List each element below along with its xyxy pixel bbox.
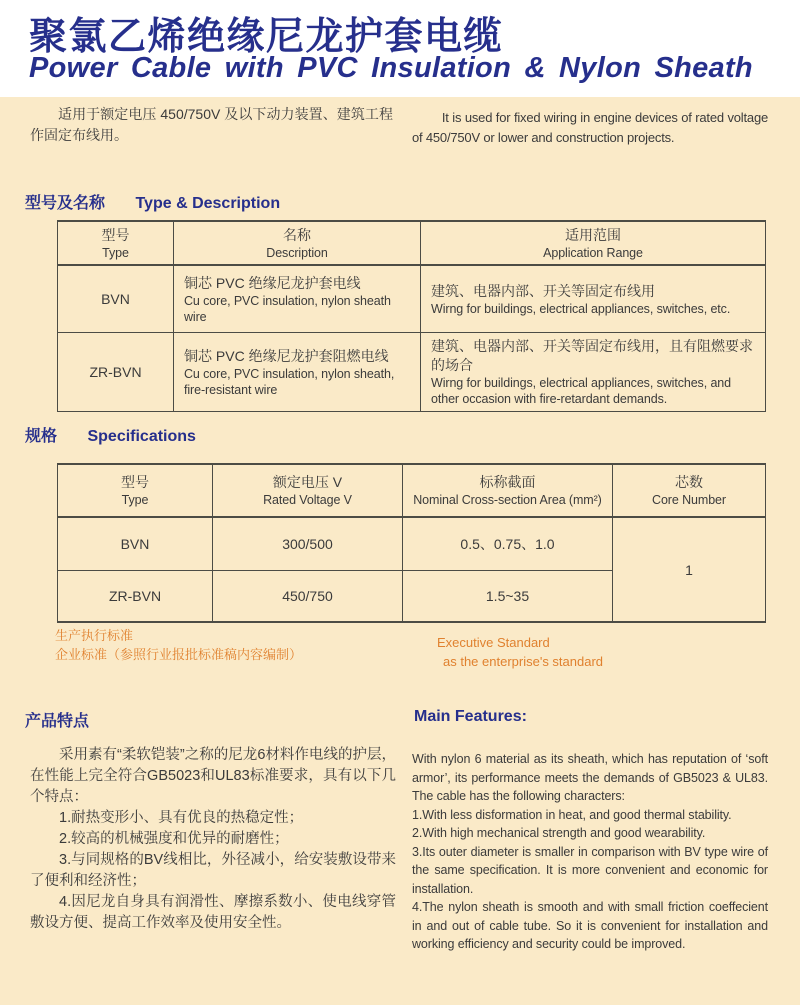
table-row-zr-bvn (58, 333, 766, 412)
section-heading-spec-en: Specifications (87, 428, 196, 445)
intro-paragraph-chinese: 适用于额定电压 450/750V 及以下动力装置、建筑工程作固定布线用。 (30, 106, 393, 143)
cell-application-en: Wirng for buildings, electrical appliances, switches, and other occasion with fire-retardant demands. (431, 376, 732, 406)
standard-zh-line2: 企业标准（参照行业报批标准稿内容编制） (55, 646, 303, 662)
header-type-en: Type (102, 245, 129, 260)
spec-row-bvn (58, 517, 766, 571)
cell-application-en: Wirng for buildings, electrical appliances, switches, etc. (431, 301, 731, 316)
header-cell-cross-section (403, 464, 613, 517)
header-cell-type (58, 221, 174, 265)
cell-type: ZR-BVN (58, 333, 174, 412)
feature-en-paragraph: With nylon 6 material as its sheath, which has reputation of ‘soft armor’, its performance meets the demands of GB5023 & UL83. The cable has the following characters: (412, 752, 768, 803)
cell-voltage: 300/500 (213, 517, 403, 571)
cell-type: BVN (58, 265, 174, 333)
cell-description (174, 333, 421, 412)
cell-description-zh: 铜芯 PVC 绝缘尼龙护套电线 (184, 274, 361, 291)
header-application-zh: 适用范围 (565, 226, 621, 243)
table-row-bvn (58, 265, 766, 333)
header-type-zh: 型号 (101, 226, 130, 243)
cell-core-number-merged: 1 (613, 517, 766, 622)
header-cell-description (174, 221, 421, 265)
section-heading-features-en: Main Features: (414, 708, 527, 725)
executive-standard-chinese (55, 627, 302, 664)
cell-type: ZR-BVN (58, 571, 213, 623)
cell-description-en: Cu core, PVC insulation, nylon sheath wire (184, 293, 391, 324)
cell-area: 0.5、0.75、1.0 (403, 517, 613, 571)
section-heading-type-en: Type & Description (135, 195, 281, 212)
header-core-zh: 芯数 (675, 474, 703, 490)
feature-zh-paragraph: 3.与同规格的BV线相比，外径减小，给安装敷设带来了便利和经济性； (30, 852, 396, 889)
cell-application-range (421, 333, 766, 412)
feature-en-paragraph: 1.With less disformation in heat, and good thermal stability. (412, 807, 732, 822)
feature-en-paragraph: 3.Its outer diameter is smaller in comparison with BV type wire of the same specification. It is more convenient and economic for installation. (412, 844, 768, 896)
cell-description (174, 265, 421, 333)
header-cell-rated-voltage (213, 464, 403, 517)
cell-description-en: Cu core, PVC insulation, nylon sheath, fire-resistant wire (184, 366, 395, 397)
section-heading-type-description (25, 190, 280, 213)
header-description-en: Description (266, 245, 328, 260)
specifications-table (57, 463, 766, 623)
feature-zh-paragraph: 采用素有“柔软铠装”之称的尼龙6材料作电线的护层，在性能上完全符合GB5023和UL83标准要求，具有以下几个特点： (30, 747, 396, 805)
cell-voltage: 450/750 (213, 571, 403, 623)
feature-zh-paragraph: 4.因尼龙自身具有润滑性、摩擦系数小、使电线穿管敷设方便、提高工作效率及使用安全性。 (30, 894, 396, 931)
feature-en-paragraph: 2.With high mechanical strength and good wearability. (412, 826, 706, 840)
table-header-row (58, 221, 766, 265)
feature-zh-paragraph: 1.耐热变形小、具有优良的热稳定性； (59, 810, 304, 826)
intro-paragraph-english: It is used for fixed wiring in engine devices of rated voltage of 450/750V or lower and construction projects. (412, 110, 768, 145)
header-cell-core-number (613, 464, 766, 517)
header-core-en: Core Number (652, 493, 726, 507)
header-voltage-zh: 额定电压 V (272, 474, 343, 490)
standard-zh-line1: 生产执行标准 (55, 628, 134, 643)
cell-application-range (421, 265, 766, 333)
features-text-chinese (30, 745, 396, 934)
section-heading-specifications (25, 423, 196, 446)
header-application-en: Application Range (543, 245, 643, 260)
header-type-zh: 型号 (121, 474, 149, 490)
table-header-row (58, 464, 766, 517)
page-title-chinese: 聚氯乙烯绝缘尼龙护套电缆 (29, 16, 504, 58)
page-title-english: Power Cable with PVC Insulation & Nylon Sheath (29, 52, 753, 84)
header-description-zh: 名称 (283, 226, 311, 243)
header-cell-type (58, 464, 213, 517)
cell-type: BVN (58, 517, 213, 571)
section-heading-spec-zh: 规格 (25, 428, 58, 445)
standard-en-line1: Executive Standard (437, 635, 550, 650)
standard-en-line2: as the enterprise's standard (443, 654, 604, 669)
header-area-zh: 标称截面 (479, 474, 536, 490)
feature-zh-paragraph: 2.较高的机械强度和优异的耐磨性； (59, 831, 289, 847)
header-type-en: Type (121, 493, 149, 507)
header-area-en: Nominal Cross-section Area (mm²) (413, 493, 602, 507)
cell-application-zh: 建筑、电器内部、开关等固定布线用，且有阻燃要求的场合 (431, 338, 753, 373)
features-text-english (412, 750, 768, 954)
section-heading-type-zh: 型号及名称 (25, 195, 106, 212)
cell-description-zh: 铜芯 PVC 绝缘尼龙护套阻燃电线 (184, 347, 389, 364)
feature-en-paragraph: 4.The nylon sheath is smooth and with small friction coeffecient in and out of cable tube. So it is convenient for installation and working efficiency and security could be improved. (412, 900, 768, 951)
header-voltage-en: Rated Voltage V (263, 493, 352, 507)
cell-application-zh: 建筑、电器内部、开关等固定布线用 (431, 282, 655, 299)
section-heading-features-zh: 产品特点 (25, 713, 90, 730)
executive-standard-english (437, 633, 603, 671)
type-description-table (57, 220, 766, 412)
cell-area: 1.5~35 (403, 571, 613, 623)
header-cell-application-range (421, 221, 766, 265)
